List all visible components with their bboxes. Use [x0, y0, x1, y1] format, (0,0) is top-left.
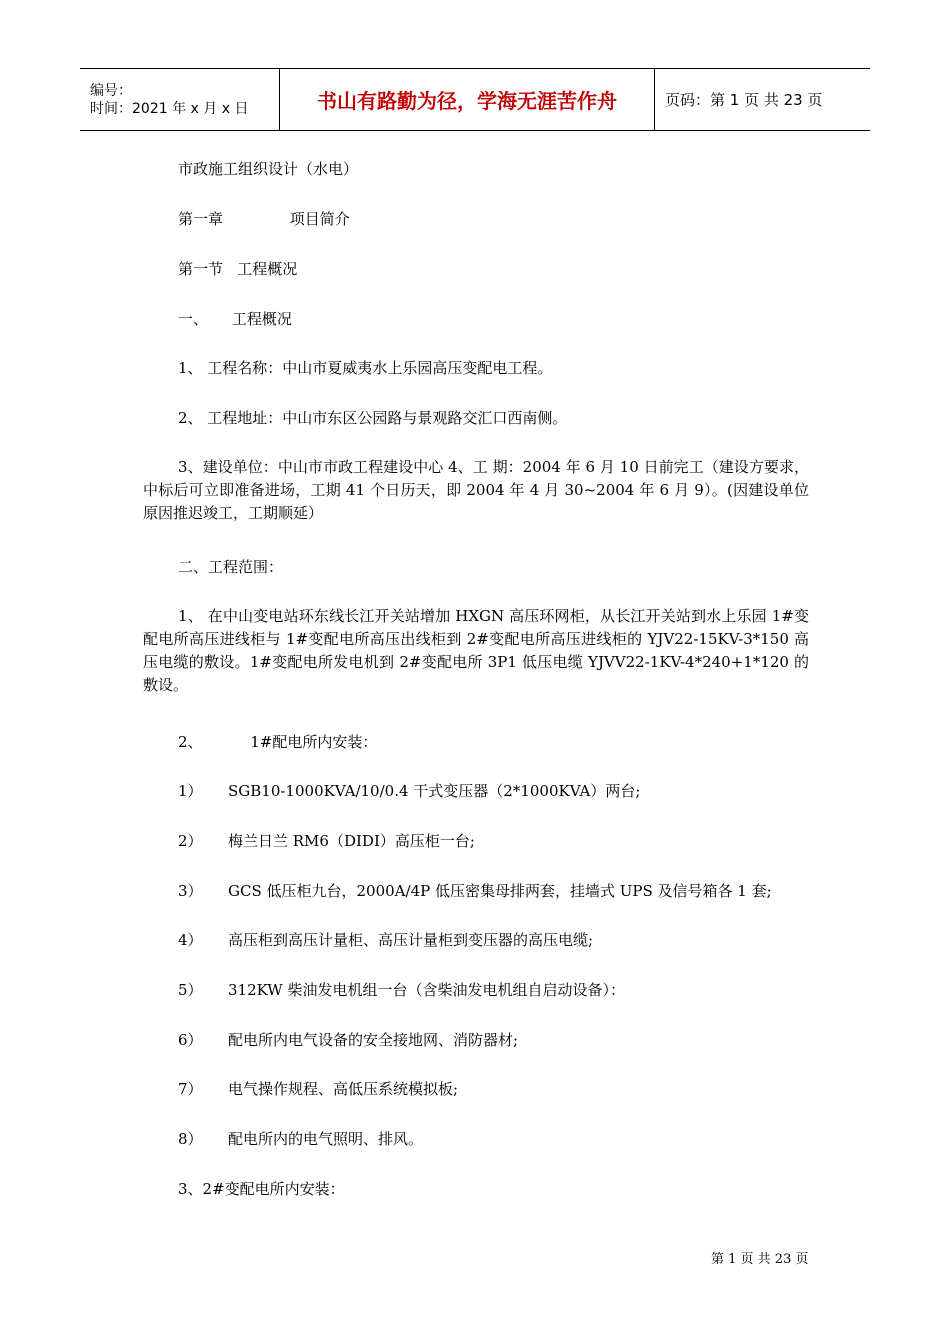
header-meta: [80, 69, 280, 130]
list-item-number: 4）: [178, 931, 203, 949]
list-item-text: 高压柜到高压计量柜、高压计量柜到变压器的高压电缆;: [228, 931, 594, 949]
paragraph-project-name: 1、 工程名称：中山市夏威夷水上乐园高压变配电工程。: [178, 359, 553, 377]
list-item-text: SGB10-1000KVA/10/0.4 干式变压器（2*1000KVA）两台;: [228, 782, 641, 800]
list-item-text: 配电所内电气设备的安全接地网、消防器材;: [228, 1031, 519, 1049]
page-footer: 第 1 页 共 23 页: [711, 1252, 809, 1267]
motto-text: 书山有路勤为径，学海无涯苦作舟: [317, 89, 617, 113]
list-item-text: 312KW 柴油发电机组一台（含柴油发电机组自启动设备）：: [228, 981, 625, 999]
list-item-number: 2）: [178, 832, 203, 850]
paragraph-scope-3: 3、2#变配电所内安装：: [178, 1180, 345, 1198]
list-item-text: 电气操作规程、高低压系统模拟板;: [228, 1080, 459, 1098]
paragraph-builder: 3、建设单位：中山市市政工程建设中心 4、工 期：2004 年 6 月 10 日前完工（建设方要求，中标后可立即准备进场，工期 41 个日历天，即 2004 年 4 月 30~2004 年 6 月 9）。(因建设单位原因推迟竣工，工期顺延）: [143, 458, 809, 522]
date-label: 时间：2021 年 x 月 x 日: [90, 100, 249, 117]
chapter-heading: 第一章 项目简介: [178, 210, 350, 228]
list-item-text: GCS 低压柜九台，2000A/4P 低压密集母排两套，挂墙式 UPS 及信号箱各 1 套;: [228, 882, 772, 900]
page-label: 页码：第 1 页 共 23 页: [665, 91, 823, 109]
list-item-number: 6）: [178, 1031, 203, 1049]
document-title: 市政施工组织设计（水电）: [178, 160, 359, 178]
section-heading: 第一节 工程概况: [178, 260, 298, 278]
paragraph-project-address: 2、 工程地址：中山市东区公园路与景观路交汇口西南侧。: [178, 409, 568, 427]
motto: [280, 69, 655, 130]
list-item-number: 8）: [178, 1130, 203, 1148]
subsection-heading-2: 二、工程范围：: [178, 558, 284, 576]
subsection-heading-1: 一、 工程概况: [178, 310, 292, 328]
header-page: [655, 69, 870, 130]
document-header: [80, 68, 870, 131]
list-item-number: 5）: [178, 981, 203, 999]
list-item-number: 1）: [178, 782, 203, 800]
paragraph-scope-1: 1、 在中山变电站环东线长江开关站增加 HXGN 高压环网柜，从长江开关站到水上乐园 1#变配电所高压进线柜与 1#变配电所高压出线柜到 2#变配电所高压进线柜的 YJV22-15KV-3*150 高压电缆的敷设。1#变配电所发电机到 2#变配电所 3P1 低压电缆 YJVV22-1KV-4*240+1*120 的敷设。: [143, 607, 809, 694]
paragraph-scope-2: 2、 1#配电所内安装：: [178, 733, 378, 751]
list-item-text: 配电所内的电气照明、排风。: [228, 1130, 424, 1148]
number-label: 编号：: [90, 82, 132, 99]
list-item-text: 梅兰日兰 RM6（DIDI）高压柜一台;: [228, 832, 475, 850]
list-item-number: 3）: [178, 882, 203, 900]
list-item-number: 7）: [178, 1080, 203, 1098]
